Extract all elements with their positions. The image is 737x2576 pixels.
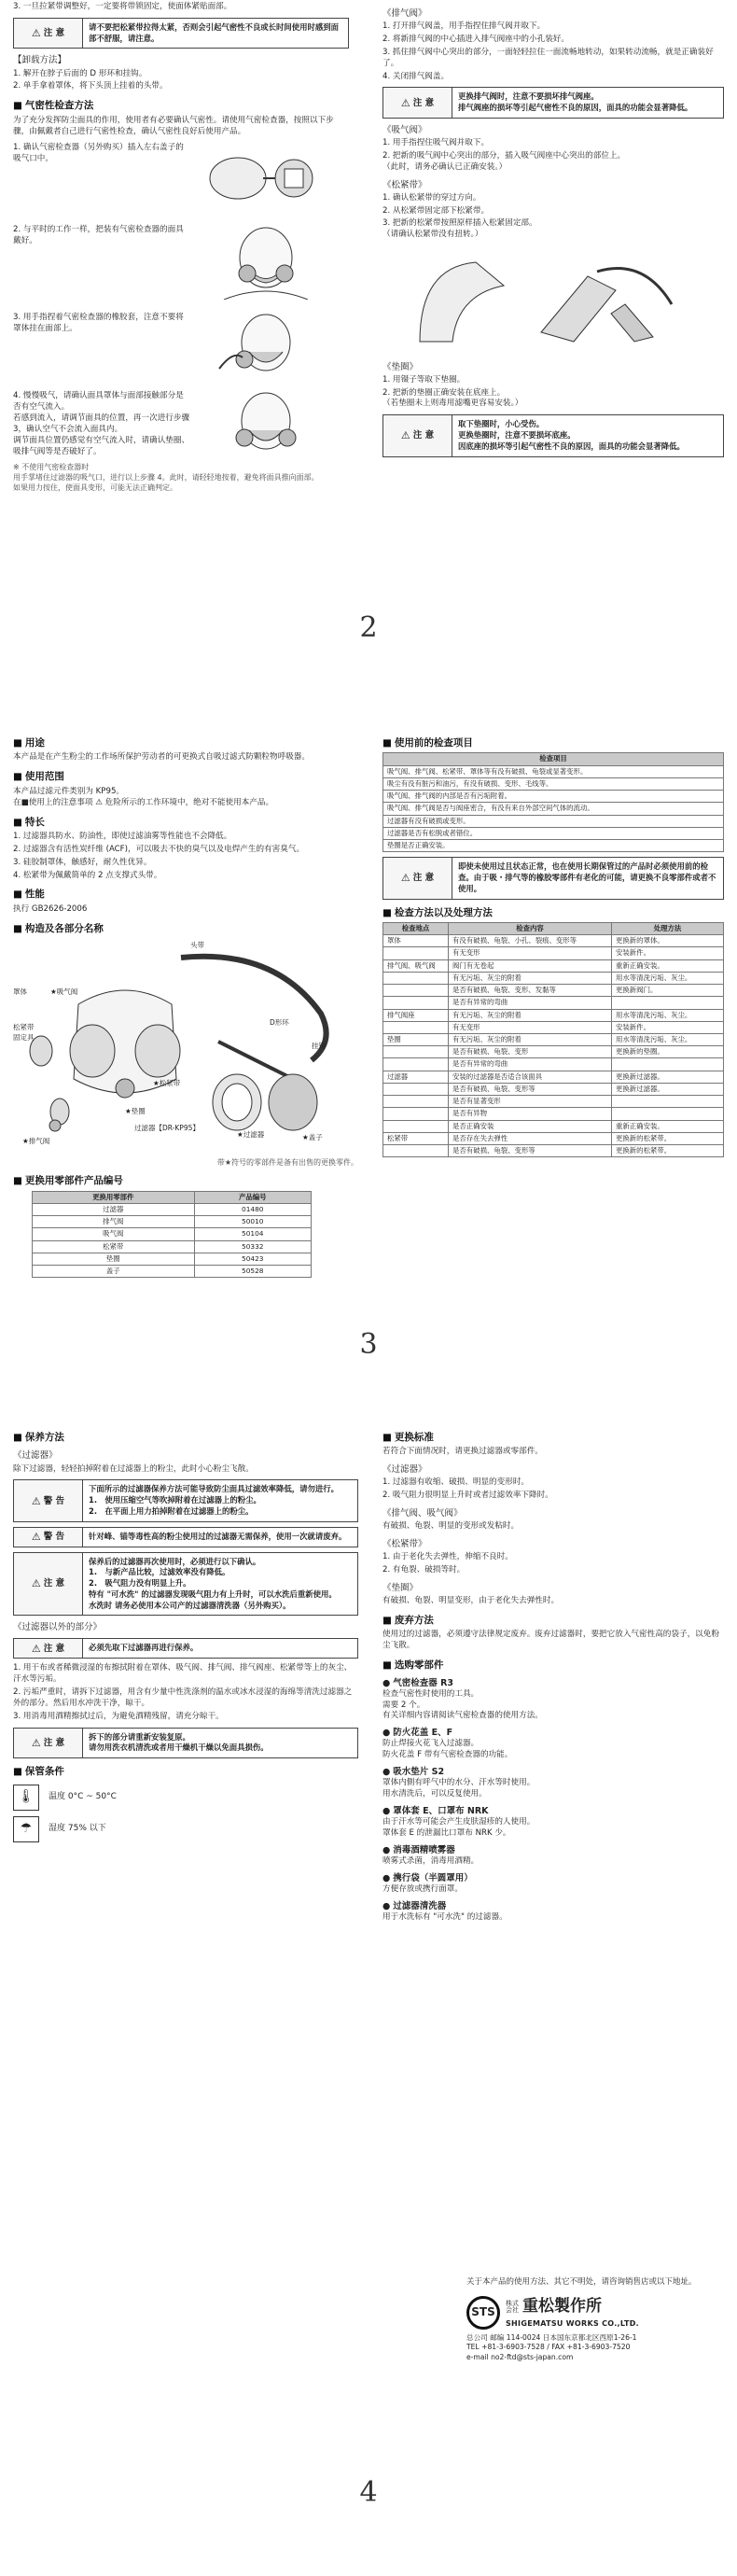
caution-label: 注 意 (412, 97, 435, 108)
tester-illustration (196, 143, 336, 208)
filter-text: 除下过滤器，轻轻拍掉附着在过滤器上的粉尘，此时小心粉尘飞散。 (13, 1463, 254, 1474)
table-cell (383, 1058, 449, 1071)
table-row (383, 1033, 724, 1045)
table-cell: 安装的过滤器是否适合该面具 (449, 1071, 612, 1083)
table-cell: 更换新的罩体。 (612, 935, 724, 947)
table-row (383, 1144, 724, 1156)
feature-item: 4. 松紧带为佩戴简单的 2 点支撑式头带。 (13, 870, 162, 880)
thermometer-icon: 🌡 (13, 1785, 39, 1811)
option-desc: 用于水洗标有 "可水洗" 的过滤器。 (382, 1911, 508, 1922)
table-row (383, 1083, 724, 1095)
table-cell: 有无变形 (449, 1021, 612, 1033)
caution-icon: ⚠ (31, 1577, 41, 1590)
table-cell: 更换新的松紧带。 (612, 1132, 724, 1144)
table-cell: 重新正确安装。 (612, 959, 724, 972)
label-filter-type: 过滤器【DR-KP95】 (134, 1124, 200, 1133)
table-row (383, 1058, 724, 1071)
company-tel: TEL +81-3-6903-7528 / FAX +81-3-6903-7520 (466, 2343, 631, 2352)
features-list (13, 832, 358, 881)
method-table (382, 922, 724, 1157)
warning-label: 警 告 (43, 1495, 65, 1506)
option-name: ● 消毒酒精喷雾器 (382, 1844, 724, 1856)
perf-title: ■ 性能 (13, 888, 358, 901)
table-row (383, 947, 724, 959)
airtight-step: 4. 慢慢吸气，请确认面具罩体与面部接触部分是否有空气流入。 若感到流入，请调节面具的位置，再一次进行步骤 3，确认空气不会流入面具内。 调节面具位置仍感觉有空气流入时，请确认垫圈、吸排气阀等是否破好了。 (13, 391, 190, 456)
label-exh-valve: ★排气阀 (22, 1137, 50, 1146)
table-row: 松紧带 50332 (33, 1240, 312, 1253)
option-desc: 喷雾式杀菌，消毒用酒精。 (382, 1855, 480, 1866)
storage-title: ■ 保养方法 (13, 1431, 358, 1444)
p3-right-column (382, 730, 724, 1157)
exhalation-steps (382, 21, 724, 82)
table-cell: 是否有异常的弯曲 (449, 1058, 612, 1071)
temperature-text: 温度 0°C ~ 50°C (49, 1792, 117, 1802)
table-cell: 有没有破损、龟裂、小孔、裂痕、变形等 (449, 935, 612, 947)
table-cell: 罩体 (383, 935, 449, 947)
features-title: ■ 特长 (13, 816, 358, 829)
strap-step: 1. 确认松紧带的穿过方向。 (382, 192, 481, 203)
table-cell: 用水等清洗污垢、灰尘。 (612, 972, 724, 984)
table-cell (383, 997, 449, 1009)
p3-left-column (13, 730, 358, 1278)
col-header: 处理方法 (612, 923, 724, 935)
label-inhalation: ★吸气阀 (50, 987, 78, 997)
label-strap: ★松紧带 (153, 1079, 181, 1088)
check-table (382, 752, 724, 852)
table-row (383, 972, 724, 984)
renew-item: 有破损、龟裂、明显变形，由于老化失去弹性时。 (382, 1596, 560, 1606)
warning-icon: ⚠ (31, 1494, 41, 1507)
gasket-steps (382, 375, 724, 411)
table-cell (383, 1096, 449, 1108)
table-row: 吸气阀、排气阀、松紧带、罩体等有没有破损、龟裂或显著变形。 (383, 765, 724, 777)
label-cover: ★盖子 (302, 1133, 323, 1142)
table-cell: 更换新阀门。 (612, 985, 724, 997)
table-cell (383, 1046, 449, 1058)
caution-label: 注 意 (412, 873, 435, 884)
gasket-step: 1. 用镊子等取下垫圈。 (382, 374, 466, 385)
dispose-text: 使用过的过滤器，必须遵守法律规定废弃。废弃过滤器时，要把它放入气密性高的袋子，以免粉尘飞散。 (382, 1630, 719, 1651)
renew-valve-title: 《排气阀、吸气阀》 (382, 1508, 463, 1519)
table-row (383, 1071, 724, 1083)
dispose-title: ■ 废弃方法 (382, 1614, 724, 1627)
inhalation-step: 1. 用手指捏住吸气阀并取下。 (382, 138, 490, 148)
table-cell (383, 1108, 449, 1120)
other-step: 2. 污垢严重时，请拆下过滤器，用含有少量中性洗涤剂的温水或冰水浸湿的海绵等清洗过滤器之外的部分。然后用水冲洗干净，晾干。 (13, 1687, 353, 1708)
table-row (383, 1021, 724, 1033)
renew-item: 1. 由于老化失去弹性，伸缩不良时。 (382, 1552, 513, 1562)
page-2 (0, 0, 737, 709)
table-row: 排气阀 50010 (33, 1216, 312, 1228)
struct-title: ■ 构造及各部分名称 (13, 922, 358, 935)
strap-title: 《松紧带》 (382, 179, 427, 190)
warning-box-b (13, 1527, 358, 1547)
options-list (382, 1677, 724, 1924)
table-cell (612, 1108, 724, 1120)
table-cell: 是否有破损、龟裂、变形 (449, 1046, 612, 1058)
table-cell: 是否有异物 (449, 1108, 612, 1120)
table-row: 垫圈 50423 (33, 1253, 312, 1265)
feature-item: 1. 过滤器具防水、防油性，即使过滤油雾等性能也不会降低。 (13, 832, 232, 842)
option-desc: 由于汗水等可能会产生皮肤湿疹的人使用。 罩体套 E 的泄漏比口罩布 NRK 少。 (382, 1817, 535, 1838)
contact-text: 关于本产品的使用方法、其它不明处，请咨询销售店或以下地址。 (466, 2277, 697, 2287)
table-cell (383, 985, 449, 997)
table-cell: 用水等清洗污垢、灰尘。 (612, 1033, 724, 1045)
label-headband: 头带 (190, 941, 204, 950)
table-cell: 有无污垢、灰尘的附着 (449, 1009, 612, 1021)
table-row (383, 1108, 724, 1120)
option-desc: 方便存放或携行面罩。 (382, 1883, 463, 1894)
parts-footnote: 带★符号的零部件是备有出售的更换零件。 (216, 1158, 358, 1168)
table-cell: 更换新的松紧带。 (612, 1144, 724, 1156)
table-cell: 是否正确安装 (449, 1120, 612, 1132)
table-cell: 排气阀座 (383, 1009, 449, 1021)
caution-icon: ⚠ (400, 872, 410, 885)
wearer-illustration (196, 225, 336, 300)
exhalation-step: 4. 关闭排气阀盖。 (382, 71, 450, 81)
exhalation-step: 2. 将新排气阀的中心插进入排气阀座中的小孔装好。 (382, 34, 569, 44)
table-row: 吸气阀、排气阀是否与阀座密合，有没有来自外部空间气体的流动。 (383, 803, 724, 815)
options-title: ■ 选购零部件 (382, 1659, 724, 1672)
temperature-condition (13, 1785, 358, 1811)
table-cell: 是否有破损、龟裂、变形等 (449, 1083, 612, 1095)
option-name: ● 过滤器清洗器 (382, 1900, 724, 1912)
label-d-ring: D形环 (270, 1018, 289, 1028)
caution-label: 注 意 (43, 1643, 65, 1654)
col-header: 检查项目 (383, 753, 724, 765)
caution-text: 拆下的部分请重新安装复原。 请勿用洗衣机清洗或者用干燥机干燥以免面具损伤。 (89, 1731, 269, 1753)
strap-steps (382, 193, 724, 241)
caution-text: 取下垫圈时，小心受伤。 更换垫圈时，注意不要损坏底座。 因底座的损坏等引起气密性不良的原因，面具的功能会显著降低。 (458, 419, 685, 451)
table-cell: 安装新件。 (612, 947, 724, 959)
caution-label: 注 意 (412, 430, 435, 441)
renew-item: 2. 吸气阻力很明显上升时或者过滤效率下降时。 (382, 1491, 553, 1501)
renew-item: 1. 过滤器有收缩、破损、明显的变形时。 (382, 1477, 530, 1488)
replace-table (32, 1191, 312, 1279)
exhalation-step: 1. 打开排气阀盖，用手指捏住排气阀并取下。 (382, 21, 546, 32)
table-cell: 是否有显著变形 (449, 1096, 612, 1108)
other-step: 1. 用干布或者稀微浸湿的布擦拭附着在罩体、吸气阀、排气阀、排气阀座、松紧带等上的灰尘、汗水等污垢。 (13, 1663, 353, 1685)
caution-label: 注 意 (43, 1737, 65, 1748)
table-row: 过滤器有没有破损或变形。 (383, 815, 724, 827)
caution-text: 请不要把松紧带拉得太紧，否则会引起气密性不良或长时间使用时感到面部不舒服，请注意。 (89, 21, 339, 43)
caution-label: 注 意 (43, 28, 65, 39)
airtight-step: 1. 确认气密检查器（另外购买）插入左右盖子的吸气口中。 (13, 143, 184, 164)
option-name: ● 吸水垫片 S2 (382, 1766, 724, 1778)
table-row (383, 1120, 724, 1132)
table-cell (383, 1083, 449, 1095)
table-cell: 安装新件。 (612, 1021, 724, 1033)
remove-step: 1. 解开在脖子后面的 D 形环和挂钩。 (13, 68, 147, 78)
usage-text: 本产品过滤元件类别为 KP95。 (13, 786, 125, 796)
inhale-illustration (196, 391, 336, 456)
table-row: 过滤器是否有松脱或者错位。 (383, 827, 724, 839)
strap-illustration (401, 248, 681, 351)
table-cell: 重新正确安装。 (612, 1120, 724, 1132)
caution-box-d (13, 1638, 358, 1659)
table-row (383, 1046, 724, 1058)
caution-icon: ⚠ (31, 1736, 41, 1749)
table-cell: 是否存在失去弹性 (449, 1132, 612, 1144)
inhalation-steps (382, 138, 724, 174)
warning-label: 警 告 (43, 1532, 65, 1543)
table-cell: 是否有破损、龟裂、变形、发黏等 (449, 985, 612, 997)
caution-icon: ⚠ (400, 96, 410, 109)
warning-text: 针对峰、锚等毒性高的粉尘使用过的过滤器无需保养，使用一次就请废弃。 (89, 1531, 347, 1541)
p2-left-column (13, 2, 349, 493)
table-cell: 更换新的垫圈。 (612, 1046, 724, 1058)
renew-title: ■ 更换标准 (382, 1431, 724, 1444)
structure-diagram (13, 939, 358, 1154)
exhalation-step: 3. 抓住排气阀中心突出的部分，一面轻轻拉住一面流畅地转动，如果转动流畅，就是正确装好了。 (382, 47, 714, 68)
renew-filter-title: 《过滤器》 (382, 1464, 427, 1476)
table-cell: 更换新过滤器。 (612, 1083, 724, 1095)
caution-box-e (13, 1728, 358, 1759)
option-name: ● 罩体套 E、口罩布 NRK (382, 1805, 724, 1817)
table-cell (612, 997, 724, 1009)
table-cell: 用水等清洗污垢、灰尘。 (612, 1009, 724, 1021)
label-gasket: ★垫圈 (125, 1107, 146, 1116)
table-cell (612, 1058, 724, 1071)
filter-title: 《过滤器》 (13, 1450, 58, 1462)
table-cell (383, 972, 449, 984)
usage-text-2: 在■使用上的注意事项 ⚠ 危险所示的工作环境中，绝对不能使用本产品。 (13, 797, 274, 807)
table-cell: 是否有异常的弯曲 (449, 997, 612, 1009)
page-number: 4 (359, 2476, 378, 2509)
table-cell: 排气阀、吸气阀 (383, 959, 449, 972)
feature-item: 2. 过滤器含有活性炭纤维 (ACF)，可以吸去不快的臭气以及电焊产生的有害臭气。 (13, 844, 305, 854)
page-3 (0, 709, 737, 1419)
table-row: 盖子 50528 (33, 1266, 312, 1278)
use-text: 本产品是在产生粉尘的工作场所保护劳动者的可更换式自吸过滤式防颗粒物呼吸器。 (13, 752, 310, 763)
replace-title: ■ 更换用零部件产品编号 (13, 1174, 358, 1187)
p2-caution-box-3 (382, 414, 724, 456)
remove-step: 2. 单手拿着罩体，将下头顶上挂着的头带。 (13, 81, 168, 91)
company-type: 株式 会社 (506, 2299, 519, 2315)
renew-text: 若符合下面情况时，请更换过滤器或零部件。 (382, 1447, 543, 1457)
company-email: e-mail no2-ftd@sts-japan.com (466, 2352, 574, 2361)
p4-right-column (382, 1424, 724, 1924)
renew-item: 2. 有龟裂、破损等时。 (382, 1565, 466, 1575)
humidity-icon: ☂ (13, 1816, 39, 1842)
table-cell (383, 1120, 449, 1132)
table-cell (383, 1144, 449, 1156)
label-filter: ★过滤器 (237, 1130, 265, 1140)
table-row: 过滤器 01480 (33, 1204, 312, 1216)
caution-text: 更换排气阀时，注意不要损坏排气阀座。 排气阀座的损坏等引起气密性不良的原因，面具的功能会显著降低。 (458, 91, 693, 113)
warning-icon: ⚠ (31, 1531, 41, 1544)
table-row: 吸气阀 50104 (33, 1228, 312, 1240)
table-row (383, 959, 724, 972)
table-cell (383, 1021, 449, 1033)
option-name: ● 携行袋（半圆罩用） (382, 1872, 724, 1884)
airtight-step: 3. 用手指捏着气密检查器的橡胶套，注意不要将罩体挂在面部上。 (13, 313, 184, 334)
col-header: 检查地点 (383, 923, 449, 935)
gasket-title: 《垫圈》 (382, 361, 419, 372)
table-row: 吸尘有没有脏污和油污，有没有破损、变形、毛线等。 (383, 777, 724, 790)
p3-caution-box (382, 857, 724, 899)
caution-text: 必须先取下过滤器再进行保养。 (89, 1643, 199, 1653)
table-row: 垫圈是否正确安装。 (383, 840, 724, 852)
table-cell: 是否有破损、龟裂、变形等 (449, 1144, 612, 1156)
keep-title: ■ 保管条件 (13, 1765, 358, 1778)
table-cell: 垫圈 (383, 1033, 449, 1045)
inhalation-title: 《吸气阀》 (382, 124, 427, 135)
inhalation-step: 2. 把新的吸气阀中心突出的部分，插入吸气阀座中心突出的部位上。 （此时，请务必确认已正确安装。） (382, 150, 626, 172)
caution-box-c (13, 1552, 358, 1617)
table-cell: 有无变形 (449, 947, 612, 959)
table-cell (383, 947, 449, 959)
table-row (383, 1132, 724, 1144)
label-hook: 挂钩 (312, 1042, 326, 1051)
table-cell: 阀门有无卷起 (449, 959, 612, 972)
warning-box-a (13, 1479, 358, 1521)
p2-caution-box-2 (382, 87, 724, 119)
page-number: 3 (359, 1328, 378, 1361)
feature-item: 3. 硅胶制罩体，触感好，耐久性优异。 (13, 857, 152, 867)
option-desc: 检查气密性时使用的工具。 需要 2 个。 有关详细内容请阅读气密检查器的使用方法。 (382, 1688, 543, 1721)
perf-text: 执行 GB2626-2006 (13, 903, 88, 914)
renew-strap-title: 《松紧带》 (382, 1539, 427, 1550)
col-header: 产品编号 (194, 1191, 311, 1203)
renew-item: 有破损、龟裂、明显的变形或发粘时。 (382, 1521, 520, 1532)
airtight-intro: 为了充分发挥防尘面具的作用，使用者有必要确认气密性。请使用气密检查器，按照以下步骤，由佩戴者自己进行气密性检查，确认气密性良好后使用产品。 (13, 115, 334, 136)
table-row (383, 997, 724, 1009)
remove-title: 【卸载方法】 (13, 55, 67, 66)
page-4 (0, 1419, 737, 2576)
humidity-condition (13, 1816, 358, 1842)
company-logo: STS (466, 2296, 500, 2330)
table-cell: 过滤器 (383, 1071, 449, 1083)
company-address: 总公司 邮编 114-0024 日本国东京都北区西原1-26-1 (466, 2332, 637, 2342)
option-name: ● 防火花盖 E、F (382, 1727, 724, 1739)
caution-text: 保养后的过滤器再次使用时，必须进行以下确认。 1. 与新产品比较，过滤效率没有降低。 2. 吸气阻力没有明显上升。 特有 "可水洗" 的过滤器发现吸气阻力有上升时，可以水洗后重新使用。 水洗时 请务必使用本公司产的过滤器清洗器（另外购买）。 (89, 1556, 337, 1610)
option-name: ● 气密检查器 R3 (382, 1677, 724, 1689)
option-desc: 罩体内側有呼气中的水分、汗水等时使用。 用水清洗后，可以反复使用。 (382, 1778, 535, 1799)
warning-text: 下面所示的过滤器保养方法可能导致防尘面具过滤效率降低，请勿进行。 1. 使用压缩空气等吹掉附着在过滤器上的粉尘。 2. 在平面上用力拍掉附着在过滤器上的粉尘。 (89, 1484, 339, 1516)
check-title: ■ 使用前的检查项目 (382, 736, 724, 749)
use-title: ■ 用途 (13, 736, 358, 749)
caution-text: 即使未使用过且状态正常，也在使用长期保管过的产品时必须使用前的检查。由于吸・排气等的橡胶零部件有老化的可能，请更换不良零部件或者不使用。 (458, 861, 716, 893)
method-title: ■ 检查方法以及处理方法 (382, 906, 724, 919)
humidity-text: 湿度 75% 以下 (49, 1824, 106, 1834)
company-english: SHIGEMATSU WORKS CO.,LTD. (506, 2318, 640, 2328)
airtight-title: ■ 气密性检查方法 (13, 99, 349, 112)
usage-title: ■ 使用范围 (13, 770, 358, 783)
caution-icon: ⚠ (31, 1642, 41, 1655)
table-row (383, 1009, 724, 1021)
p4-left-column (13, 1424, 358, 1848)
p2-top-line: 3. 一旦拉紧带调整好，一定要将带锁固定，使面体紧贴面部。 (13, 2, 232, 11)
table-cell (612, 1096, 724, 1108)
col-header: 更换用零部件 (33, 1191, 195, 1203)
table-cell: 松紧带 (383, 1132, 449, 1144)
other-steps (13, 1663, 358, 1722)
p2-caution-box-1 (13, 18, 349, 49)
table-row (383, 985, 724, 997)
gasket-step: 2. 把新的垫圈正确安装在底座上。 （若垫圈未上则毒用滤嘴更容易安装。） (382, 387, 523, 409)
airtight-step: 2. 与平时的工作一样，把装有气密检查器的面具戴好。 (13, 225, 184, 246)
table-row: 吸气阀、排气阀的内部是否有污垢附着。 (383, 791, 724, 803)
exhalation-title: 《排气阀》 (382, 8, 427, 19)
caution-icon: ⚠ (400, 429, 410, 442)
table-cell: 有无污垢、灰尘的附着 (449, 1033, 612, 1045)
respirator-exploded-view (13, 939, 358, 1154)
strap-step: 3. 把新的松紧带按照原样插入松紧固定部。 （请确认松紧带没有扭转。） (382, 218, 537, 240)
company-name: 重松製作所 (522, 2297, 602, 2317)
option-desc: 防止焊接火花飞入过滤器。 防火花盖 F 带有气密检查器的功能。 (382, 1739, 513, 1760)
caution-label: 注 意 (43, 1578, 65, 1589)
strap-step: 2. 从松紧带固定部下松紧带。 (382, 205, 490, 216)
renew-gasket-title: 《垫圈》 (382, 1582, 419, 1593)
remove-steps (13, 69, 349, 93)
table-row (383, 1096, 724, 1108)
caution-icon: ⚠ (31, 27, 41, 40)
other-title: 《过滤器以外的部分》 (13, 1622, 103, 1633)
airtight-note: ※ 不使用气密检查器时 用手掌堵住过滤器的吸气口，进行以上步骤 4。此时，请轻轻地按着，避免将面具推向面部。 如果用力按住，使面具变形，可能无法正确判定。 (13, 462, 319, 492)
page-number: 2 (359, 611, 378, 644)
table-cell: 更换新过滤器。 (612, 1071, 724, 1083)
table-cell: 有无污垢、灰尘的附着 (449, 972, 612, 984)
label-body: 罩体 (13, 987, 27, 997)
p2-right-column (382, 2, 724, 462)
table-row (383, 935, 724, 947)
col-header: 检查内容 (449, 923, 612, 935)
company-block (466, 2277, 718, 2362)
other-step: 3. 用消毒用酒精擦拭过后，为避免酒精残留，请充分晾干。 (13, 1711, 224, 1721)
label-strap-fix: 松紧带 固定具 (13, 1023, 35, 1042)
pinch-illustration (196, 313, 336, 378)
